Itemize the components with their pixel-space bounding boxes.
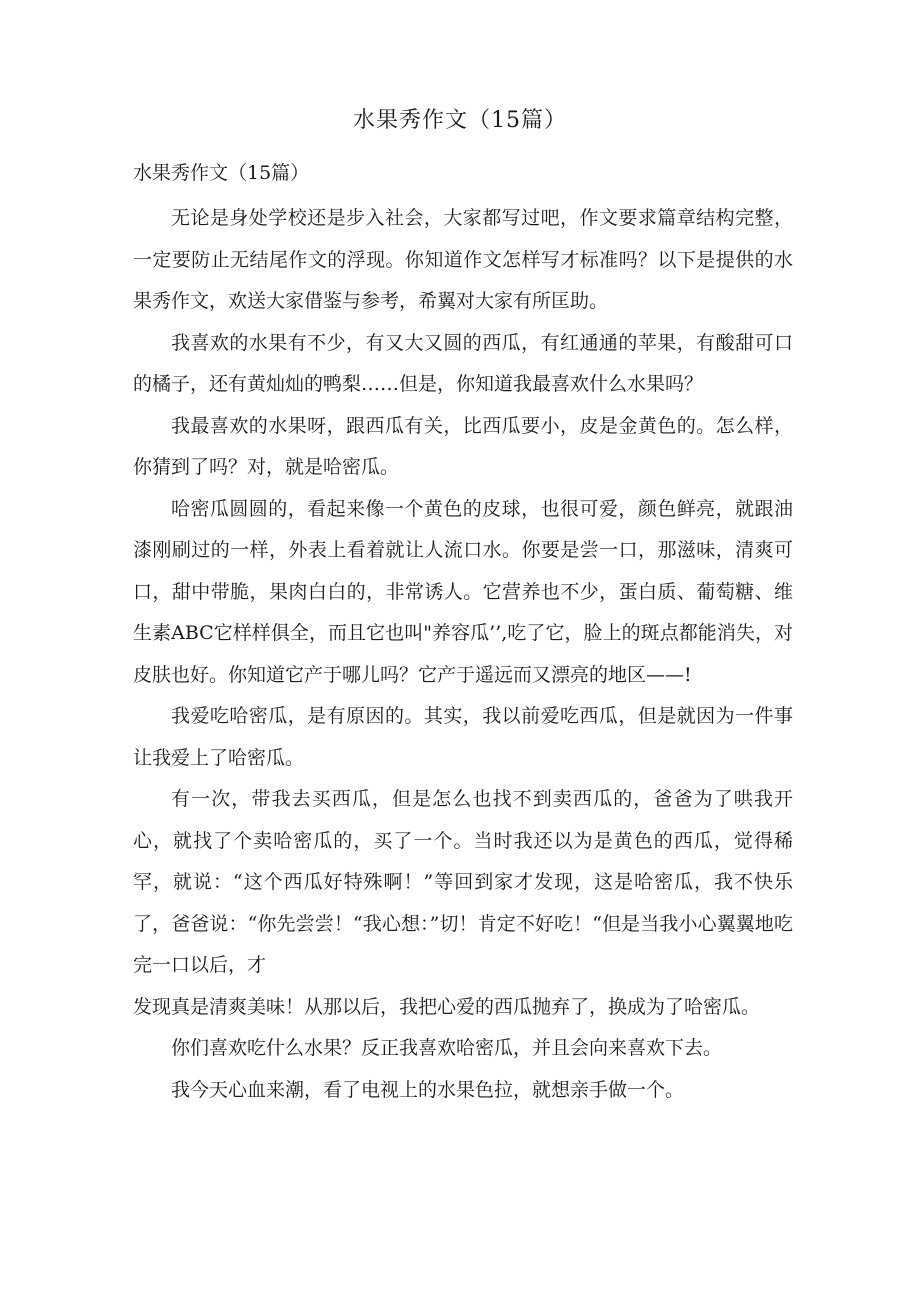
paragraph-question: 你们喜欢吃什么水果？反正我喜欢哈密瓜，并且会向来喜欢下去。: [171, 1037, 723, 1059]
paragraph-salad: 我今天心血来潮，看了电视上的水果色拉，就想亲手做一个。: [171, 1078, 685, 1101]
paragraph-fruits: 我喜欢的水果有不少，有又大又圆的西瓜，有红通通的苹果，有酸甜可口的橘子，还有黄灿灿的鸭梨……但是，你知道我最喜欢什么水果吗？: [133, 331, 793, 395]
paragraph-reason: 我爱吃哈密瓜，是有原因的。其实，我以前爱吃西瓜，但是就因为一件事让我爱上了哈密瓜。: [133, 705, 793, 769]
document-subtitle: 水果秀作文（15篇）: [133, 162, 310, 184]
paragraph-story: 有一次，带我去买西瓜，但是怎么也找不到卖西瓜的，爸爸为了哄我开心，就找了个卖哈密瓜的，买了一个。当时我还以为是黄色的西瓜，觉得稀罕，就说：“这个西瓜好特殊啊！”等回到家才发现，这是哈密瓜，我不快乐了，爸爸说：“你先尝尝！“我心想：”切！肯定不好吃！“但是当我小心翼翼地吃完一口以后，才: [133, 788, 793, 976]
paragraph-favorite: 我最喜欢的水果呀，跟西瓜有关，比西瓜要小，皮是金黄色的。怎么样，你猜到了吗？对，就是哈密瓜。: [133, 414, 793, 478]
paragraph-description: 哈密瓜圆圆的，看起来像一个黄色的皮球，也很可爱，颜色鲜亮，就跟油漆刚刷过的一样，外表上看着就让人流口水。你要是尝一口，那滋味，清爽可口，甜中带脆，果肉白白的，非常诱人。它营养也不少，蛋白质、葡萄糖、维生素ABC它样样俱全，而且它也叫"养容瓜’’,吃了它，脸上的斑点都能消失，对皮肤也好。你知道它产于哪儿吗？它产于遥远而又漂亮的地区——!: [133, 497, 793, 686]
paragraph-intro: 无论是身处学校还是步入社会，大家都写过吧，作文要求篇章结构完整，一定要防止无结尾作文的浮现。你知道作文怎样写才标准吗？以下是提供的水果秀作文，欢送大家借鉴与参考，希翼对大家有所匡助。: [133, 207, 793, 312]
paragraph-story-continued: 发现真是清爽美味！从那以后，我把心爱的西瓜抛弃了，换成为了哈密瓜。: [133, 995, 761, 1018]
page-title: 水果秀作文（15篇）: [353, 108, 567, 133]
document-body: [133, 198, 793, 1111]
